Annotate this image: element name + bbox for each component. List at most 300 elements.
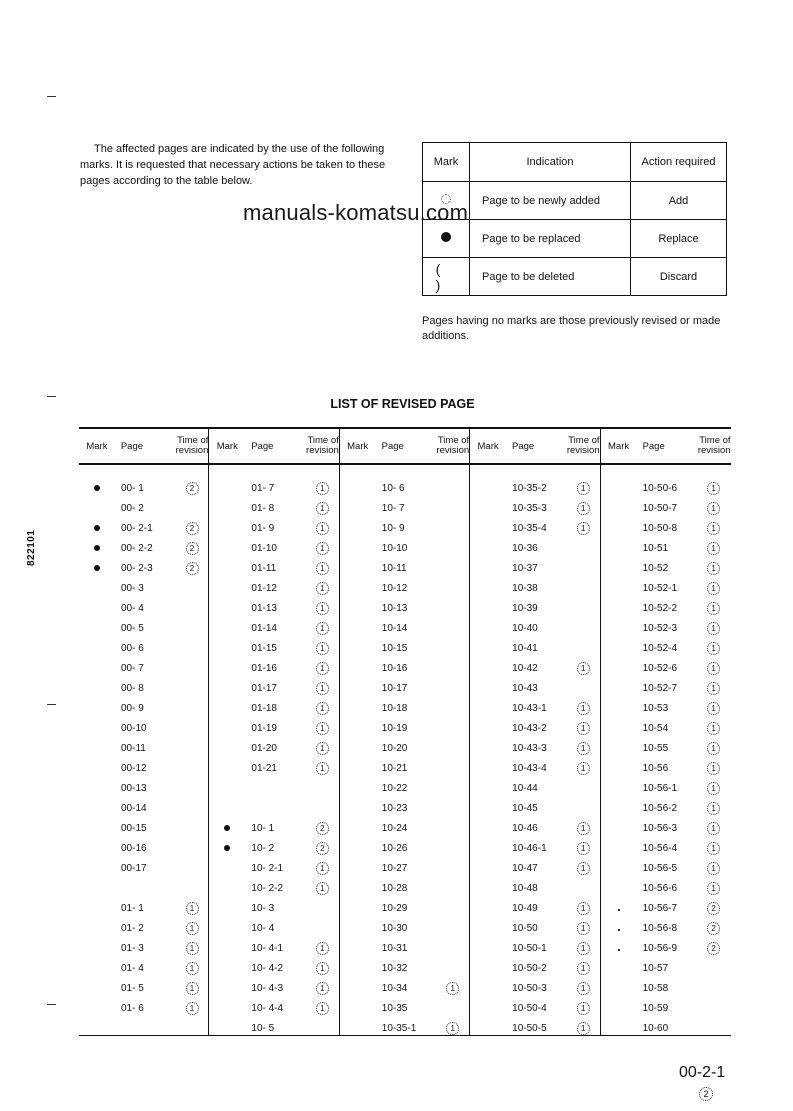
- row-time-of-revision: [177, 542, 207, 555]
- row-time-of-revision: [307, 622, 337, 635]
- table-row: [79, 958, 208, 978]
- row-page: 00- 5: [121, 622, 144, 634]
- row-time-of-revision: [307, 982, 337, 995]
- small-mark-icon: [618, 909, 620, 911]
- row-page: 10-43: [512, 682, 538, 694]
- revision-circle-icon: 1: [707, 862, 720, 875]
- row-page: 10-43-2: [512, 722, 547, 734]
- revision-circle-icon: 1: [707, 762, 720, 775]
- revision-circle-icon: 1: [577, 502, 590, 515]
- row-page: 10-47: [512, 862, 538, 874]
- revision-circle-icon: 1: [316, 522, 329, 535]
- row-page: 10-50-5: [512, 1022, 547, 1034]
- row-time-of-revision: [438, 1022, 468, 1035]
- row-time-of-revision: [307, 962, 337, 975]
- row-time-of-revision: [177, 522, 207, 535]
- table-row: [209, 978, 338, 998]
- table-row: [601, 778, 731, 798]
- header-time-of-revision: [421, 436, 469, 456]
- revision-circle-icon: 1: [577, 722, 590, 735]
- revision-circle-icon: 1: [186, 922, 199, 935]
- revision-circle-icon: 1: [186, 942, 199, 955]
- row-mark: [209, 823, 245, 834]
- table-row: [340, 478, 469, 498]
- header-time-line2: revision: [175, 445, 209, 456]
- table-row: [340, 818, 469, 838]
- row-page: 10-43-1: [512, 702, 547, 714]
- row-page: 10- 4-2: [251, 962, 284, 974]
- table-row: [79, 598, 208, 618]
- row-page: 10-52-4: [642, 642, 678, 654]
- row-time-of-revision: [307, 522, 337, 535]
- revision-circle-icon: 1: [707, 582, 720, 595]
- row-time-of-revision: [307, 822, 337, 835]
- revision-circle-icon: 2: [707, 902, 720, 915]
- revision-circle-icon: 1: [577, 1002, 590, 1015]
- header-time-line2: revision: [436, 445, 470, 456]
- table-row: [79, 498, 208, 518]
- table-row: [340, 638, 469, 658]
- table-row: [470, 1018, 599, 1038]
- table-row: [470, 818, 599, 838]
- revision-circle-icon: 1: [316, 1002, 329, 1015]
- table-row: [340, 918, 469, 938]
- table-row: [470, 878, 599, 898]
- row-mark: [79, 563, 115, 574]
- row-page: 10-52-1: [642, 582, 678, 594]
- replaced-mark-icon: [224, 845, 230, 851]
- revision-circle-icon: 1: [707, 542, 720, 555]
- revision-circle-icon: 1: [707, 482, 720, 495]
- table-row: [209, 1018, 338, 1038]
- row-page: 10-34: [381, 982, 408, 994]
- row-time-of-revision: [438, 982, 468, 995]
- row-time-of-revision: [307, 682, 337, 695]
- table-row: [340, 658, 469, 678]
- revision-circle-icon: 1: [577, 962, 590, 975]
- table-row: [601, 538, 731, 558]
- revision-circle-icon: 1: [707, 822, 720, 835]
- row-page: 10-48: [512, 882, 538, 894]
- row-time-of-revision: [699, 622, 729, 635]
- table-row: [79, 998, 208, 1018]
- table-row: [209, 718, 338, 738]
- replaced-mark-icon: [94, 565, 100, 571]
- row-time-of-revision: [177, 962, 207, 975]
- row-page: 10- 2: [251, 842, 275, 854]
- table-row: [470, 938, 599, 958]
- row-page: 10-35-1: [381, 1022, 417, 1034]
- header-time-line2: revision: [566, 445, 600, 456]
- row-page: 01-14: [251, 622, 277, 634]
- table-row: [209, 858, 338, 878]
- revision-circle-icon: 1: [577, 662, 590, 675]
- table-row: [209, 878, 338, 898]
- revision-column: [79, 429, 209, 1035]
- table-row: [79, 798, 208, 818]
- row-page: 10-55: [642, 742, 669, 754]
- margin-mark: [47, 704, 56, 705]
- revision-circle-icon: 1: [707, 882, 720, 895]
- revision-circle-icon: 2: [707, 922, 720, 935]
- row-time-of-revision: [568, 982, 598, 995]
- revision-circle-icon: 1: [577, 1022, 590, 1035]
- table-row: [470, 758, 599, 778]
- row-page: 10-24: [381, 822, 408, 834]
- revision-circle-icon: 1: [707, 562, 720, 575]
- revision-circle-icon: 1: [316, 482, 329, 495]
- row-time-of-revision: [699, 542, 729, 555]
- table-row: [79, 978, 208, 998]
- table-row: [601, 938, 731, 958]
- legend-note: Pages having no marks are those previously revised or made additions.: [422, 315, 721, 342]
- table-row: [340, 878, 469, 898]
- revision-circle-icon: 1: [186, 902, 199, 915]
- row-time-of-revision: [699, 682, 729, 695]
- table-row: [470, 698, 599, 718]
- row-page: 10-41: [512, 642, 538, 654]
- table-row: [79, 858, 208, 878]
- header-page: Page: [120, 440, 144, 452]
- column-rows: [601, 465, 731, 1038]
- row-page: 10-35: [381, 1002, 408, 1014]
- revision-circle-icon: 1: [707, 802, 720, 815]
- table-row: [209, 638, 338, 658]
- table-row: [79, 538, 208, 558]
- row-page: 10-52: [642, 562, 669, 574]
- row-time-of-revision: [307, 642, 337, 655]
- row-page: 10- 1: [251, 822, 275, 834]
- row-page: 10-22: [381, 782, 408, 794]
- row-page: 10-46: [512, 822, 538, 834]
- revision-column: [601, 429, 731, 1035]
- row-time-of-revision: [568, 922, 598, 935]
- row-page: 10- 4-1: [251, 942, 284, 954]
- row-page: 10-50-6: [642, 482, 678, 494]
- row-time-of-revision: [177, 922, 207, 935]
- row-page: 01- 2: [121, 922, 144, 934]
- row-time-of-revision: [699, 842, 729, 855]
- table-row: [601, 718, 731, 738]
- row-time-of-revision: [699, 782, 729, 795]
- row-page: 10-20: [381, 742, 408, 754]
- row-time-of-revision: [307, 702, 337, 715]
- row-time-of-revision: [699, 662, 729, 675]
- row-time-of-revision: [307, 942, 337, 955]
- table-row: [209, 938, 338, 958]
- revision-circle-icon: 1: [707, 502, 720, 515]
- revision-circle-icon: 1: [316, 962, 329, 975]
- table-row: [209, 698, 338, 718]
- revision-circle-icon: 1: [707, 602, 720, 615]
- row-page: 00- 6: [121, 642, 144, 654]
- row-time-of-revision: [307, 882, 337, 895]
- revision-circle-icon: 1: [707, 522, 720, 535]
- row-page: 10-60: [642, 1022, 669, 1034]
- table-row: [340, 678, 469, 698]
- table-row: [340, 618, 469, 638]
- row-mark: [79, 543, 115, 554]
- table-row: [470, 858, 599, 878]
- table-row: [209, 838, 338, 858]
- row-time-of-revision: [568, 902, 598, 915]
- row-page: 10-39: [512, 602, 538, 614]
- revision-circle-icon: 2: [186, 482, 199, 495]
- row-page: 01- 4: [121, 962, 144, 974]
- legend-indication: Page to be newly added: [470, 182, 631, 220]
- row-page: 10- 4: [251, 922, 275, 934]
- row-page: 00-12: [121, 762, 147, 774]
- row-page: 10-28: [381, 882, 408, 894]
- row-page: 10-35-4: [512, 522, 547, 534]
- table-row: [340, 958, 469, 978]
- row-page: 10-40: [512, 622, 538, 634]
- revision-circle-icon: 1: [707, 622, 720, 635]
- row-page: 10-56-2: [642, 802, 678, 814]
- row-page: 10-37: [512, 562, 538, 574]
- row-time-of-revision: [699, 522, 729, 535]
- revision-circle-icon: 1: [186, 1002, 199, 1015]
- revision-circle-icon: 1: [707, 642, 720, 655]
- row-time-of-revision: [307, 722, 337, 735]
- header-time-of-revision: [161, 436, 209, 456]
- row-time-of-revision: [568, 502, 598, 515]
- row-time-of-revision: [699, 722, 729, 735]
- row-page: 10-17: [381, 682, 408, 694]
- row-time-of-revision: [307, 1002, 337, 1015]
- row-page: 10-56-5: [642, 862, 678, 874]
- table-row: [601, 978, 731, 998]
- row-page: 10- 7: [381, 502, 405, 514]
- row-page: 10-50-8: [642, 522, 678, 534]
- row-time-of-revision: [568, 962, 598, 975]
- row-time-of-revision: [699, 602, 729, 615]
- revision-circle-icon: 1: [316, 742, 329, 755]
- legend-header-action: Action required: [631, 143, 727, 182]
- table-row: [79, 478, 208, 498]
- row-time-of-revision: [568, 1002, 598, 1015]
- revision-circle-icon: 2: [186, 522, 199, 535]
- table-row: [340, 698, 469, 718]
- row-page: 10-15: [381, 642, 408, 654]
- table-row: [340, 578, 469, 598]
- table-row: [209, 918, 338, 938]
- watermark: manuals-komatsu.com: [243, 200, 469, 225]
- row-page: 10-13: [381, 602, 408, 614]
- row-mark: [79, 523, 115, 534]
- row-mark: [79, 483, 115, 494]
- row-page: 10-51: [642, 542, 669, 554]
- row-page: 10-42: [512, 662, 538, 674]
- table-row: [470, 618, 599, 638]
- table-row: [79, 878, 208, 898]
- table-row: [340, 518, 469, 538]
- table-row: [340, 898, 469, 918]
- table-row: [601, 598, 731, 618]
- table-row: [209, 818, 338, 838]
- revised-pages-table: [79, 427, 731, 1036]
- row-page: 10-18: [381, 702, 408, 714]
- row-page: 10-43-3: [512, 742, 547, 754]
- table-row: [601, 838, 731, 858]
- table-row: [209, 958, 338, 978]
- revision-circle-icon: 1: [316, 502, 329, 515]
- row-page: 10-19: [381, 722, 408, 734]
- table-row: [340, 738, 469, 758]
- table-row: [209, 518, 338, 538]
- revision-circle-icon: 1: [316, 642, 329, 655]
- row-time-of-revision: [699, 482, 729, 495]
- table-row: [470, 638, 599, 658]
- column-header: [209, 429, 338, 465]
- row-page: 01-11: [251, 562, 277, 574]
- table-row: [340, 978, 469, 998]
- header-page: Page: [512, 440, 535, 452]
- row-time-of-revision: [307, 542, 337, 555]
- row-page: 10-52-7: [642, 682, 678, 694]
- row-page: 10-56-4: [642, 842, 678, 854]
- revision-circle-icon: 1: [577, 702, 590, 715]
- row-page: 01-10: [251, 542, 277, 554]
- table-row: [340, 538, 469, 558]
- table-row: [79, 938, 208, 958]
- revision-column: [470, 429, 600, 1035]
- table-row: [601, 738, 731, 758]
- margin-mark: [47, 96, 56, 97]
- revision-circle-icon: 1: [707, 722, 720, 735]
- row-page: 01-20: [251, 742, 277, 754]
- table-row: [209, 558, 338, 578]
- table-row: [209, 618, 338, 638]
- row-time-of-revision: [307, 662, 337, 675]
- column-header: [470, 429, 599, 465]
- row-page: 10-38: [512, 582, 538, 594]
- table-row: [470, 518, 599, 538]
- revision-circle-icon: 1: [577, 842, 590, 855]
- revision-circle-icon: 1: [577, 982, 590, 995]
- row-page: 10-16: [381, 662, 408, 674]
- row-page: 01- 7: [251, 482, 275, 494]
- revision-circle-icon: 1: [707, 742, 720, 755]
- row-page: 10-46-1: [512, 842, 547, 854]
- revision-circle-icon: 1: [577, 862, 590, 875]
- table-row: [470, 538, 599, 558]
- table-row: [601, 818, 731, 838]
- revision-circle-icon: 1: [316, 702, 329, 715]
- table-row: [601, 678, 731, 698]
- small-mark-icon: [618, 949, 620, 951]
- table-row: [79, 618, 208, 638]
- row-time-of-revision: [568, 482, 598, 495]
- revision-circle-icon: 1: [707, 842, 720, 855]
- table-row: [79, 738, 208, 758]
- header-mark: Mark: [477, 440, 499, 452]
- row-time-of-revision: [568, 662, 598, 675]
- row-page: 01-19: [251, 722, 277, 734]
- revision-circle-icon: 2: [186, 542, 199, 555]
- table-row: [470, 958, 599, 978]
- row-time-of-revision: [307, 842, 337, 855]
- revision-circle-icon: 1: [316, 682, 329, 695]
- row-page: 10-50-4: [512, 1002, 547, 1014]
- table-row: [470, 898, 599, 918]
- table-row: [601, 658, 731, 678]
- replaced-mark-icon: [224, 825, 230, 831]
- small-mark-icon: [618, 929, 620, 931]
- table-row: [340, 718, 469, 738]
- legend-action: Add: [631, 182, 727, 220]
- revision-circle-icon: 2: [707, 942, 720, 955]
- row-page: 10- 5: [251, 1022, 275, 1034]
- table-row: [79, 518, 208, 538]
- revision-circle-icon: 1: [316, 862, 329, 875]
- row-time-of-revision: [699, 562, 729, 575]
- row-time-of-revision: [699, 502, 729, 515]
- intro-paragraph: [80, 141, 390, 189]
- table-row: [601, 798, 731, 818]
- table-row: [79, 718, 208, 738]
- row-time-of-revision: [568, 822, 598, 835]
- row-time-of-revision: [307, 502, 337, 515]
- side-code: 822101: [26, 529, 37, 566]
- row-page: 10-44: [512, 782, 538, 794]
- table-row: [470, 578, 599, 598]
- column-rows: [79, 465, 208, 1018]
- row-page: 01-13: [251, 602, 277, 614]
- revision-circle-icon: 1: [707, 662, 720, 675]
- table-row: [340, 778, 469, 798]
- row-page: 10-21: [381, 762, 408, 774]
- table-row: [209, 998, 338, 1018]
- table-row: [601, 918, 731, 938]
- table-row: [470, 498, 599, 518]
- table-row: [340, 1018, 469, 1038]
- table-row: [601, 898, 731, 918]
- row-page: 10-43-4: [512, 762, 547, 774]
- table-row: [209, 898, 338, 918]
- header-time-line1: Time of: [568, 435, 600, 446]
- page-number: 00-2-1: [679, 1064, 726, 1081]
- table-row: [601, 618, 731, 638]
- row-time-of-revision: [699, 862, 729, 875]
- table-row: [79, 818, 208, 838]
- revision-circle-icon: 1: [577, 922, 590, 935]
- row-page: 00- 8: [121, 682, 144, 694]
- revision-circle-icon: 1: [707, 702, 720, 715]
- row-mark: [601, 903, 637, 914]
- table-row: [209, 658, 338, 678]
- row-time-of-revision: [177, 982, 207, 995]
- table-row: [340, 998, 469, 1018]
- row-page: 10-56-8: [642, 922, 678, 934]
- row-time-of-revision: [699, 822, 729, 835]
- table-row: [209, 538, 338, 558]
- revision-circle-icon: 1: [577, 522, 590, 535]
- revision-circle-icon: 1: [577, 762, 590, 775]
- table-row: [340, 598, 469, 618]
- legend-action: Discard: [631, 258, 727, 296]
- row-time-of-revision: [568, 862, 598, 875]
- revision-circle-icon: 2: [186, 562, 199, 575]
- row-page: 10-11: [381, 562, 407, 574]
- row-page: 10-54: [642, 722, 669, 734]
- header-page: Page: [642, 440, 665, 452]
- row-time-of-revision: [307, 862, 337, 875]
- legend-header-indication: Indication: [470, 143, 631, 182]
- row-page: 10- 3: [251, 902, 275, 914]
- row-page: 00- 3: [121, 582, 144, 594]
- table-row: [601, 558, 731, 578]
